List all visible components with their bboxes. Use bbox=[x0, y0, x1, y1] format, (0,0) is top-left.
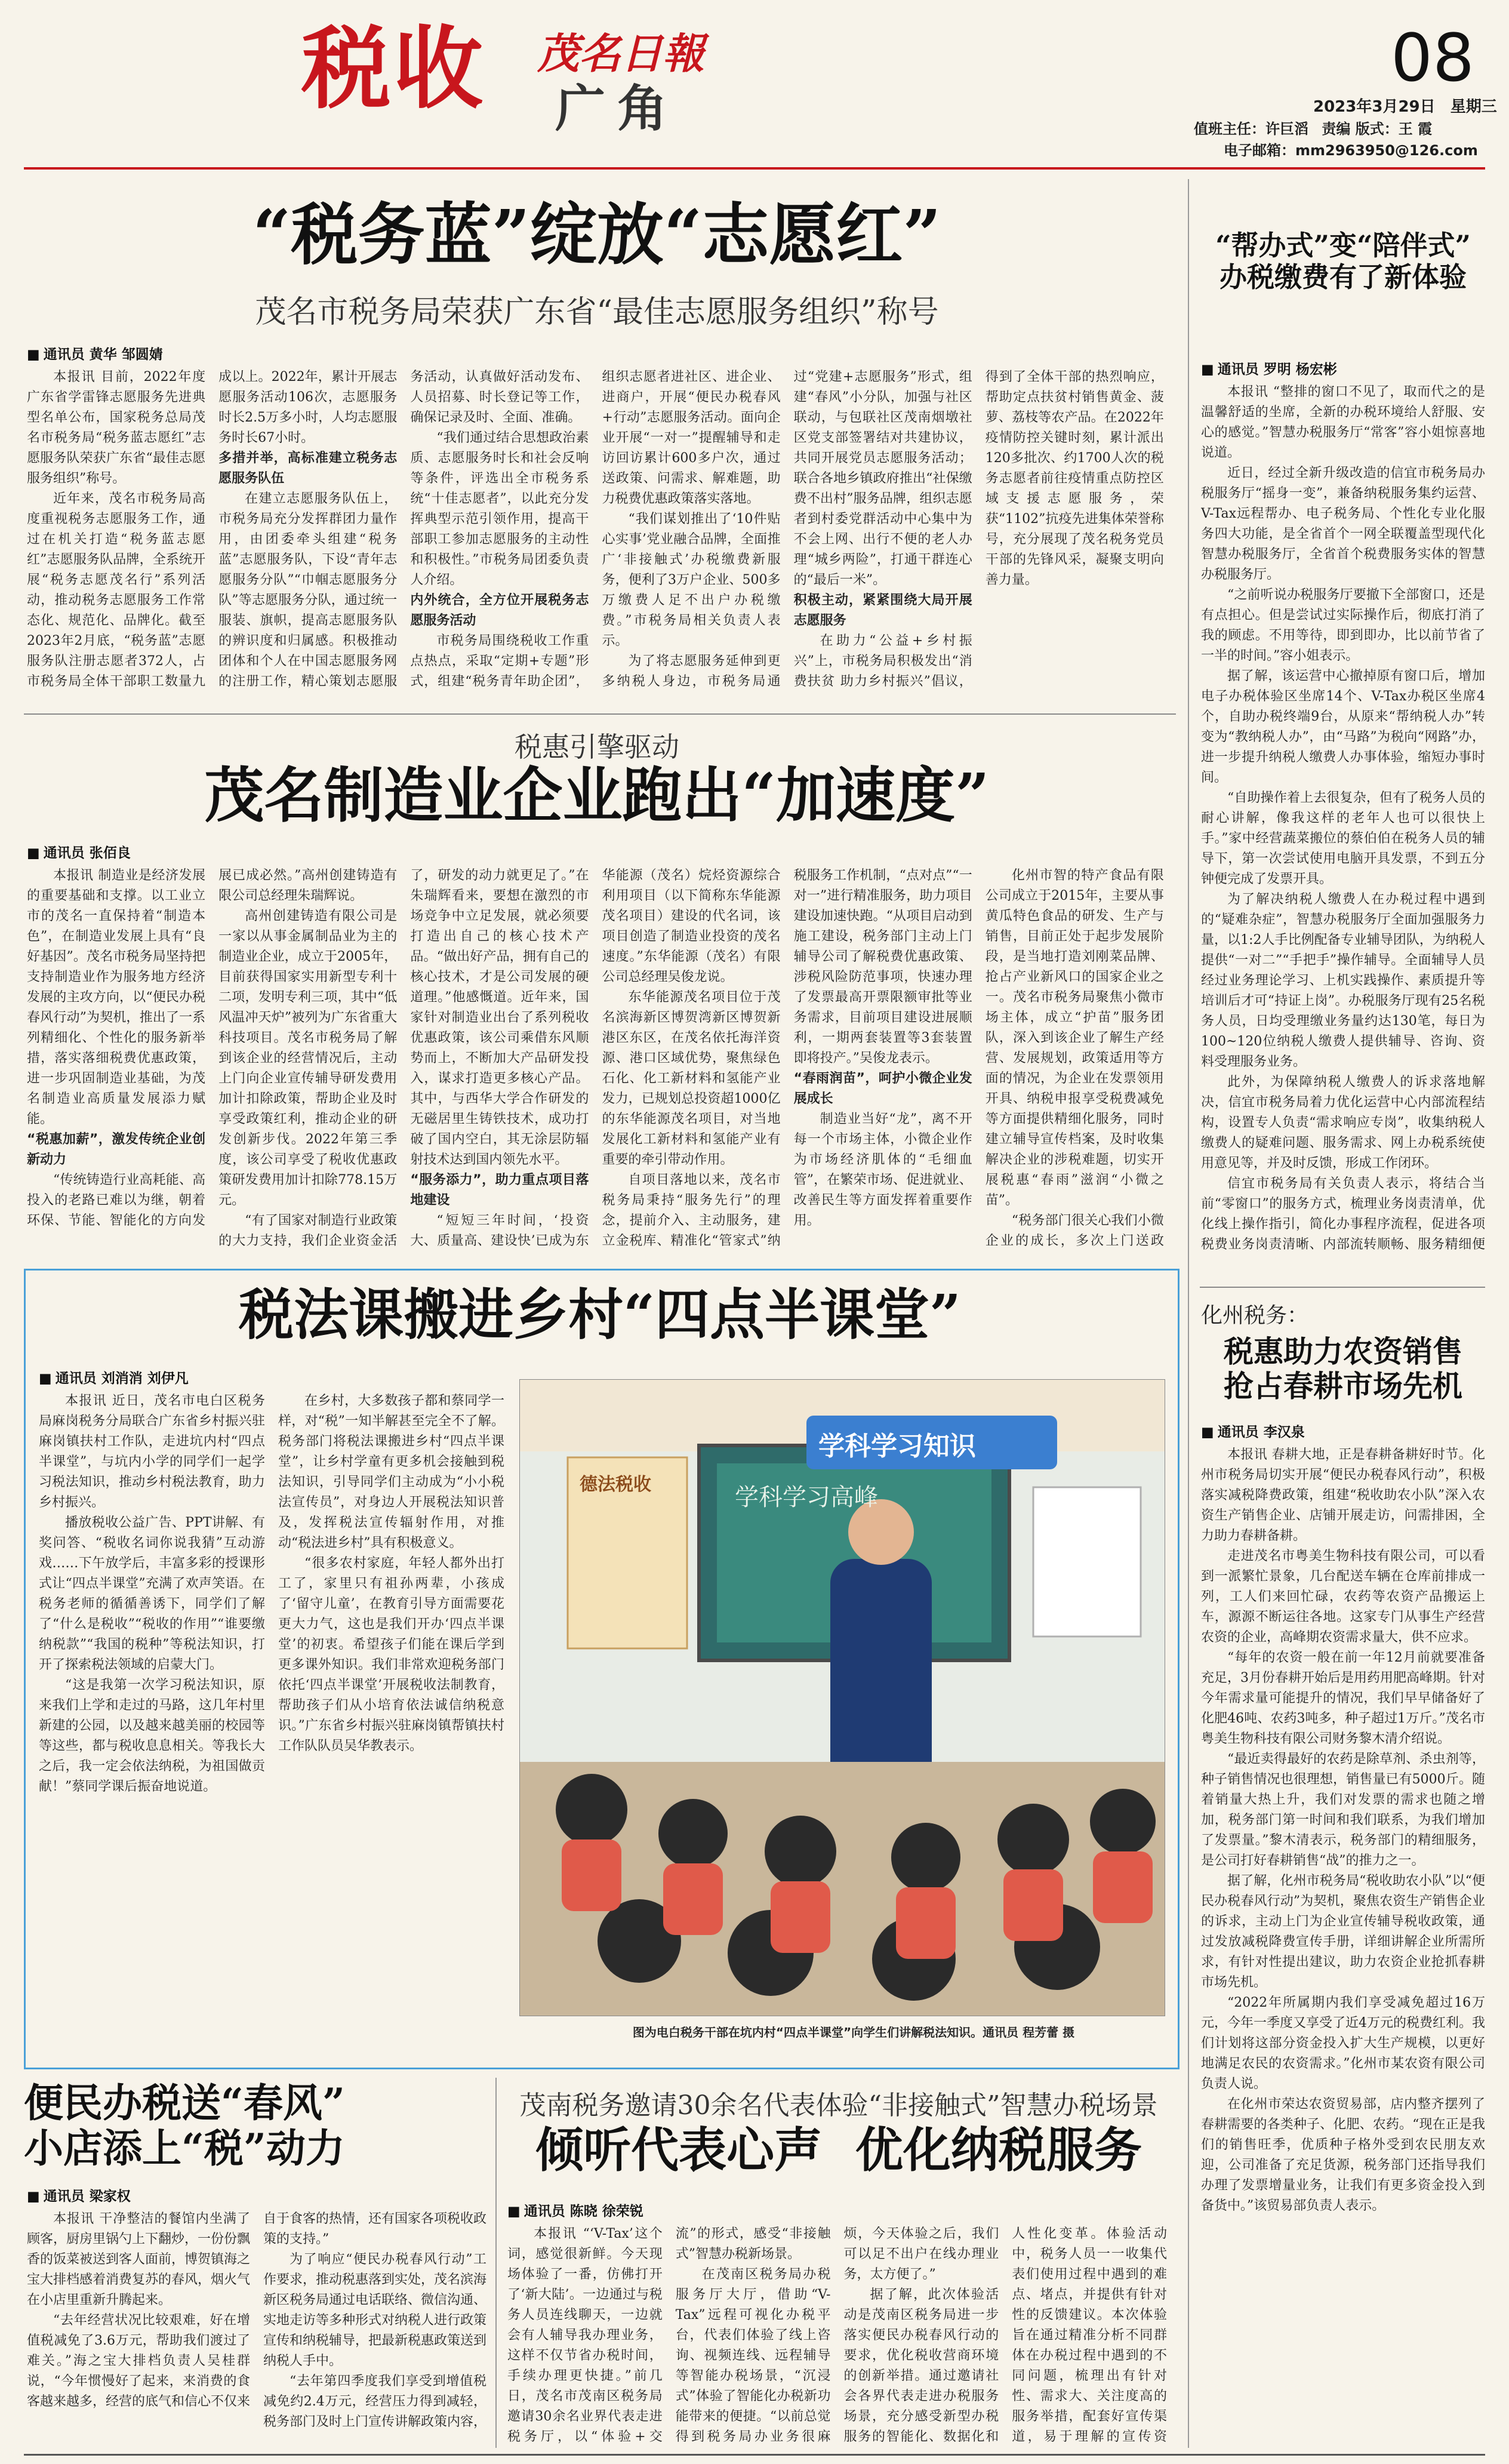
paragraph: 为了响应“便民办税春风行动”工作要求，推动税惠落到实处，茂名滨海新区税务局通过电话联络、微信沟通、实地走访等多种形式对纳税人进行政策宣传和纳税辅导，把最新税惠政策送到纳税人手中。 bbox=[263, 2252, 486, 2368]
a7-kicker: 化州税务： bbox=[1201, 1303, 1309, 1328]
a1-byline: ■ 通讯员 黄华 邹圆婧 bbox=[27, 343, 163, 363]
editor-line bbox=[1194, 117, 1432, 138]
a5-kicker: 茂南税务邀请30余名代表体验“非接触式”智慧办税场景 bbox=[519, 2090, 1158, 2121]
a7-body bbox=[1201, 1445, 1485, 2448]
subsection-title: 广角 bbox=[555, 79, 680, 138]
date-text: 2023年3月29日 bbox=[1313, 98, 1436, 116]
classroom-photo bbox=[519, 1379, 1165, 2016]
a3-body bbox=[39, 1391, 504, 2054]
paragraph: 本报讯 近日，茂名市电白区税务局麻岗税务分局联合广东省乡村振兴驻麻岗镇扶村工作队，走进坑内村“四点半课堂”，与坑内小学的同学们一起学习税法知识，推动乡村税法教育，助力乡村振兴。 bbox=[39, 1394, 265, 1510]
brand-logo: 茂名日報 bbox=[537, 29, 704, 78]
paragraph: “有了国家对制造行业政策的大力支持，我们企业资金活了，研发的动力就更足了。”在朱瑞辉看来，要想在激烈的市场竞争中立足发展，就必须要打造出自己的核心技术产品。“做出好产品，拥有自己的核心技术，才是公司发展的硬道理。”他感慨道。近年来，国家针对制造业出台了系列税收优惠政策，该公司乘借东风顺势而上，不断加大产品研发投入，谋求打造更多核心产品。其中，与西华大学合作研发的无磁居里生铸铁技术，成功打破了国内空白，其无涂层防辐射技术达到国内领先水平。 bbox=[218, 868, 589, 1248]
paragraph: “传统铸造行业高耗能、高投入的老路已难以为继，朝着环保、节能、智能化的方向发展已成必然。”高州创建铸造有限公司总经理朱瑞辉说。 bbox=[27, 868, 398, 1228]
paragraph: “很多农村家庭，年轻人都外出打工了，家里只有祖孙两辈，小孩成了‘留守儿童’，在教育引导方面需要花更大力气，这也是我们开办‘四点半课堂’的初衷。希望孩子们能在课后学到更多课外知识。我们非常欢迎税务部门依托‘四点半课堂’开展税收法制教育，帮助孩子们从小培育依法诚信纳税意识。”广东省乡村振兴驻麻岗镇帮镇扶村工作队队员吴华教表示。 bbox=[278, 1556, 504, 1754]
paragraph: 本报讯 “‘V-Tax’这个词，感觉很新鲜。今天现场体验了一番，仿佛打开了‘新大陆’。一边通过与税务人员连线聊天，一边就会有人辅导我办理业务，这样不仅节省办税时间，手续办理更快捷。”前几日，茂名市茂南区税务局邀请30余名业界代表走进税务厅，以“体验+交流”的形式，感受“非接触式”智慧办税新场景。 bbox=[507, 2226, 831, 2444]
section-subhead: “服务添力”，助力重点项目落地建设 bbox=[410, 1173, 589, 1208]
paragraph: 高州创建铸造有限公司是一家以从事金属制品业为主的制造业企业，成立于2005年，目前获得国家实用新型专利十二项，发明专利三项，其中“低风温冲天炉”被列为广东省重大科技项目。茂名市税务局了解到该企业的经营情况后，主动上门向企业宣传辅导研发费用加计扣除政策，帮助企业及时享受政策红利，推动企业的研发创新步伐。2022年第三季度，该公司享受了税收优惠政策研发费用加计扣除778.15万元。 bbox=[218, 909, 398, 1208]
bottom-column-divider bbox=[495, 2078, 497, 2448]
a7-top-rule bbox=[1200, 1287, 1485, 1288]
a5-title: 倾听代表心声 优化纳税服务 bbox=[535, 2122, 1142, 2178]
photo-banner-text: 学科学习知识 bbox=[818, 1431, 976, 1462]
paragraph: 化州市智的特产食品有限公司成立于2015年，主要从事黄瓜特色食品的研发、生产与销售，目前正处于起步发展阶段，是当地打造刘刚菜品牌、抢占产业新风口的国家企业之一。茂名市税务局聚焦小微市场主体，成立“护苗”服务团队，深入到该企业了解生产经营、发展规划，政策适用等方面的情况，为企业在发票领用开具、纳税申报享受税费减免等方面提供精细化服务，同时建立辅导宣传档案，及时收集解决企业的涉税难题，切实开展税惠“春雨”滋润“小微之苗”。 bbox=[985, 868, 1164, 1208]
masthead bbox=[0, 0, 1509, 179]
masthead-rule bbox=[24, 167, 1485, 170]
right-column-divider bbox=[1188, 179, 1189, 2448]
section-subhead: 内外统合，全方位开展税务志愿服务活动 bbox=[410, 593, 589, 628]
paragraph: 本报讯 制造业是经济发展的重要基础和支撑。以工业立市的茂名一直保持着“制造本色”，在制造业发展上具有“良好基因”。茂名市税务局坚持把支持制造业作为服务地方经济发展的主攻方向，以“便民办税春风行动”为契机，推出了一系列精细化、个性化的服务新举措，落实落细税费优惠政策，进一步巩固制造业基础，为茂名制造业高质量发展添力赋能。 bbox=[27, 868, 206, 1127]
a2-top-rule bbox=[24, 713, 1176, 715]
a5-body bbox=[507, 2224, 1167, 2448]
a4-byline: ■ 通讯员 梁家权 bbox=[27, 2185, 131, 2205]
a2-kicker: 税惠引擎驱动 bbox=[515, 731, 679, 763]
paragraph: 在化州市荣达农资贸易部，店内整齐摆列了春耕需要的各类种子、化肥、农药。“现在正是我们的销售旺季，优质种子格外受到农民朋友欢迎，公司准备了充足货源，税务部门还指导我们办理了发票增量业务，让我们有更多资金投入到备货中。”该贸易部负责人表示。 bbox=[1201, 2097, 1485, 2213]
paragraph: 在茂南区税务局办税服务厅大厅，借助“V-Tax”远程可视化办税平台，代表们体验了线上咨询、视频连线、远程辅导等智能办税场景，“沉浸式”体验了智能化办税新功能带来的便捷。“以前总觉得到税务局办业务很麻烦，今天体验之后，我们可以足不出户在线办理业务，太方便了。” bbox=[675, 2226, 999, 2444]
paragraph: “之前听说办税服务厅要撤下全部窗口，还是有点担心。但是尝试过实际操作后，彻底打消了我的顾虑。不用等待，即到即办，比以前节省了一半的时间。”容小姐表示。 bbox=[1201, 587, 1485, 663]
paragraph: 据了解，化州市税务局“税收助农小队”以“便民办税春风行动”为契机，聚焦农资生产销售企业的诉求，主动上门为企业宣传辅导税收政策，通过发放减税降费宣传手册，详细讲解企业所需所求，有针对性提出建议，助力农资企业抢抓春耕市场先机。 bbox=[1201, 1874, 1485, 1990]
section-subhead: 多措并举，高标准建立税务志愿服务队伍 bbox=[218, 451, 398, 486]
paragraph: 信宜市税务局有关负责人表示，将结合当前“零窗口”的服务方式，梳理业务岗责清单，优化线上操作指引，简化办事程序流程，促进各项税费业务岗责清晰、内部流转顺畅、服务精细便 bbox=[1201, 1176, 1485, 1252]
a7-byline: ■ 通讯员 李汉泉 bbox=[1201, 1421, 1305, 1441]
photo-poster-text: 德法税收 bbox=[580, 1474, 651, 1495]
photo-board-text: 学科学习高峰 bbox=[735, 1484, 878, 1511]
layout-editor: 责编 版式：王 霞 bbox=[1322, 121, 1433, 137]
a3-byline: ■ 通讯员 刘消消 刘伊凡 bbox=[39, 1367, 189, 1387]
paragraph: 走进茂名市粤美生物科技有限公司，可以看到一派繁忙景象，几台配送车辆在仓库前排成一列，工人们来回忙碌，农药等农资产品搬运上车，源源不断运往各地。这家专门从事生产经营农资的企业，高峰期农资需求量大，供不应求。 bbox=[1201, 1549, 1485, 1645]
weekday-text: 星期三 bbox=[1450, 98, 1497, 116]
a4-body bbox=[27, 2209, 486, 2448]
paragraph: “短短三年时间，‘投资大、质量高、建设快’已成为东华能源（茂名）烷烃资源综合利用项目（以下简称东华能源茂名项目）建设的代名词，该项目创造了制造业投资的茂名速度。”东华能源（茂名）有限公司总经理吴俊龙说。 bbox=[410, 868, 781, 1248]
a1-subtitle: 茂名市税务局荣获广东省“最佳志愿服务组织”称号 bbox=[255, 294, 939, 330]
paragraph: “去年第四季度我们享受到增值税减免约2.4万元，经营压力得到减轻，税务部门及时上门宣传讲解政策内容， bbox=[263, 2374, 486, 2429]
duty-editor: 值班主任：许巨滔 bbox=[1194, 121, 1308, 137]
paragraph: “自助操作着上去很复杂，但有了税务人员的耐心讲解，像我这样的老年人也可以很快上手。”家中经营蔬菜搬位的蔡伯伯在税务人员的辅导下，第一次尝试使用电脑开具发票，不到五分钟便完成了发票开具。 bbox=[1201, 790, 1485, 887]
a4-title: 便民办税送“春风” 小店添上“税”动力 bbox=[24, 2080, 345, 2171]
paragraph: 在建立志愿服务队伍上，市税务局充分发挥群团力量作用，由团委牵头组建“税务蓝”志愿服务队，下设“青年志愿服务分队”“巾帼志愿服务分队”等志愿服务分队，通过统一服装、旗帜，提高志愿服务队的辨识度和归属感。积极推动团体和个人在中国志愿服务网的注册工作，精心策划志愿服务活动，认真做好活动发布、人员招募、时长登记等工作，确保记录及时、全面、准确。 bbox=[218, 370, 589, 689]
paragraph: “每年的农资一般在前一年12月前就要准备充足，3月份春耕开始后是用药用肥高峰期。针对今年需求量可能提升的情况，我们早早储备好了化肥46吨、农药3吨多，种子超过1万斤。”茂名市粤美生物科技有限公司财务黎木清介绍说。 bbox=[1201, 1650, 1485, 1746]
a6-byline: ■ 通讯员 罗明 杨宏彬 bbox=[1201, 358, 1337, 378]
paragraph: 东华能源茂名项目位于茂名滨海新区博贺湾新区博贺新港区东区，在茂名依托海洋资源、港口区域优势，聚焦绿色石化、化工新材料和氢能产业发力，已规划总投资超1000亿的东华能源茂名项目，对当地发展化工新材料和氢能产业有重要的牵引带动作用。 bbox=[602, 990, 781, 1167]
a6-body bbox=[1201, 382, 1485, 1254]
paragraph: 此外，为保障纳税人缴费人的诉求落地解决，信宜市税务局着力优化运营中心内部流程结构，设置专人负责“需求响应专岗”，收集纳税人缴费人的疑难问题、服务需求、网上办税系统使用意见等，并及时反馈，形成工作闭环。 bbox=[1201, 1075, 1485, 1171]
a7-title: 税惠助力农资销售 抢占春耕市场先机 bbox=[1224, 1334, 1462, 1404]
photo-caption: 图为电白税务干部在坑内村“四点半课堂”向学生们讲解税法知识。通讯员 程芳蕾 摄 bbox=[632, 2025, 1075, 2040]
section-subhead: “税惠加薪”，激发传统企业创新动力 bbox=[27, 1132, 206, 1167]
paragraph: “这是我第一次学习税法知识，原来我们上学和走过的马路，这几年村里新建的公园，以及越来越美丽的校园等等这些，都与税收息息相关。等我长大之后，我一定会依法纳税，为祖国做贡献！”蔡同学课后振奋地说道。 bbox=[39, 1678, 265, 1794]
paragraph: 据了解，此次体验活动是茂南区税务局进一步落实便民办税春风行动的要求，优化税收营商环境的创新举措。通过邀请社会各界代表走进办税服务场景，充分感受新型办税服务的智能化、数据化和人性化变革。体验活动中，税务人员一一收集代表们使用过程中遇到的难点、堵点，并提供有针对性的反馈建议。本次体验旨在通过精准分析不同群体在办税过程中遇到的不同问题，梳理出有针对性、需求大、关注度高的服务举措，配套好宣传渠道，易于理解的宣传资 bbox=[843, 2226, 1167, 2444]
section-subhead: 积极主动，紧紧围绕大局开展志愿服务 bbox=[793, 593, 972, 628]
paragraph: 据了解，该运营中心撤掉原有窗口后，增加电子办税体验区坐席14个、V-Tax办税区坐席4个，自助办税终端9台，从原来“帮纳税人办”转变为“教纳税人办”，由“马路”为税向“网路”办，进一步提升纳税人缴费人办事体验，缩短办事时间。 bbox=[1201, 669, 1485, 785]
paragraph: “税务部门很关心我们小微企业的成长，多次上门送政 bbox=[985, 1213, 1164, 1248]
paragraph: 本报讯 春耕大地，正是春耕备耕好时节。化州市税务局切实开展“便民办税春风行动”，积极落实减税降费政策，组建“税收助农小队”深入农资生产销售企业、店铺开展走访，问需排困，全力助力春耕备耕。 bbox=[1201, 1447, 1485, 1543]
issue-date bbox=[1313, 94, 1497, 116]
a1-body bbox=[27, 367, 1164, 707]
paragraph: 为了解决纳税人缴费人在办税过程中遇到的“疑难杂症”，智慧办税服务厅全面加强服务力量，以1:2人手比例配备专业辅导团队，为纳税人提供“一对二”“手把手”操作辅导。全面辅导人员经过业务理论学习、上机实践操作、素质提升等培训后才可“持证上岗”。办税服务厅现有25名税务人员，日均受理缴业务量约达130笔，每日为100~120位纳税人缴费人提供辅导、咨询、资料受理服务业务。 bbox=[1201, 892, 1485, 1069]
paragraph: “我们谋划推出了‘10件贴心实事’党业融合品牌，全面推广‘非接触式’办税缴费新服务，便利了3万户企业、500多万缴费人足不出户办税缴费。”市税务局相关负责人表示。 bbox=[602, 512, 781, 648]
paragraph: “2022年所属期内我们享受减免超过16万元，今年一季度又享受了近4万元的税费红利。我们计划将这部分资金投入扩大生产规模，以更好地满足农民的农资需求。”化州市某农资有限公司负责人说。 bbox=[1201, 1995, 1485, 2091]
paragraph: 近年来，茂名市税务局高度重视税务志愿服务工作，通过在机关打造“税务蓝志愿红”志愿服务队品牌，全系统开展“税务志愿茂名行”系列活动，推动税务志愿服务工作常态化、规范化、品牌化。截至2023年2月底，“税务蓝”志愿服务队注册志愿者372人，占市税务局全体干部职工数量九成以上。2022年，累计开展志愿服务活动106次，志愿服务时长2.5万多小时，人均志愿服务时长67小时。 bbox=[27, 370, 398, 689]
a2-title: 茂名制造业企业跑出“加速度” bbox=[204, 760, 990, 830]
email-line: 电子邮箱：mm2963950@126.com bbox=[1224, 142, 1478, 159]
section-title: 税收 bbox=[301, 16, 486, 121]
paragraph: 近日，经过全新升级改造的信宜市税务局办税服务厅“摇身一变”，兼备纳税服务集约运营、V-Tax远程帮办、电子税务局、个性化专业化服务四大功能，是全省首个一网全联覆盖型现代化智慧办税服务厅，全省首个税费服务实体的智慧办税服务厅。 bbox=[1201, 466, 1485, 582]
a5-byline: ■ 通讯员 陈晓 徐荣锐 bbox=[507, 2200, 643, 2220]
paragraph: 本报讯 “整排的窗口不见了，取而代之的是温馨舒适的坐席，全新的办税环境给人舒服、安心的感觉。”智慧办税服务厅“常客”容小姐惊喜地说道。 bbox=[1201, 384, 1485, 460]
footer-rule bbox=[24, 2454, 1485, 2456]
paragraph: 本报讯 干净整洁的餐馆内坐满了顾客，厨房里锅勺上下翻炒，一份份飘香的饭菜被送到客人面前，博贺镇海之宝大排档感着消费复苏的春风，烟火气在小店里重新升腾起来。 bbox=[27, 2211, 251, 2308]
page-number: 08 bbox=[1391, 20, 1474, 96]
paragraph: 本报讯 目前，2022年度广东省学雷锋志愿服务先进典型名单公布，国家税务总局茂名市税务局“税务蓝志愿红”志愿服务队荣获广东省“最佳志愿服务组织”称号。 bbox=[27, 370, 206, 486]
paragraph: 在助力“公益+乡村振兴”上，市税务局积极发出“消费扶贫 助力乡村振兴”倡议，得到了全体干部的热烈响应，帮助定点扶贫村销售黄金、菠萝、荔枝等农产品。在2022年疫情防控关键时刻，累计派出120多批次、约1700人次的税务志愿者前往疫情重点防控区域支援志愿服务，荣获“1102”抗疫先进集体荣誉称号，充分展现了茂名税务党员干部的先锋风采，凝聚支明向善力量。 bbox=[793, 370, 1164, 689]
a3-title: 税法课搬进乡村“四点半课堂” bbox=[239, 1282, 961, 1347]
paragraph: 在乡村，大多数孩子都和蔡同学一样，对“税”一知半解甚至完全不了解。税务部门将税法课搬进乡村“四点半课堂”，让乡村学童有更多机会接触到税法知识，引导同学们主动成为“小小税法宣传员”，对身边人开展税法知识普及，发挥税法宣传辐射作用，对推动“税法进乡村”具有积极意义。 bbox=[278, 1394, 504, 1551]
paragraph: 市税务局围绕税收工作重点热点，采取“定期+专题”形式，组建“税务青年助企团”，组织志愿者进社区、进企业、进商户，开展“便民办税春风+行动”志愿服务活动。面向企业开展“一对一”提醒辅导和走访回访累计600多户次，通过送政策、问需求、解难题，助力税费优惠政策落实落地。 bbox=[410, 370, 781, 689]
section-subhead: “春雨润苗”，呵护小微企业发展成长 bbox=[793, 1071, 972, 1106]
a6-title: “帮办式”变“陪伴式” 办税缴费有了新体验 bbox=[1215, 229, 1471, 293]
paragraph: 为了将志愿服务延伸到更多纳税人身边，市税务局通过“党建+志愿服务”形式，组建“春风”小分队，加强与社区联动，与包联社区茂南烟墩社区党支部签署结对共建协议，共同开展党员志愿服务活动；联合各地乡镇政府推出“社保缴费不出村”服务品牌，组织志愿者到村委党群活动中心集中为不会上网、出行不便的老人办理“城乡两险”，打通干群连心的“最后一米”。 bbox=[602, 370, 972, 689]
paragraph: “最近卖得最好的农药是除草剂、杀虫剂等，种子销售情况也很理想，销售量已有5000斤。随着销量大热上升，我们对发票的需求也随之增加，税务部门第一时间和我们联系，为我们增加了发票量。”黎木清表示，税务部门的精细服务，是公司打好春耕销售“战”的推力之一。 bbox=[1201, 1752, 1485, 1868]
paragraph: 制造业当好“龙”，离不开每一个市场主体，小微企业作为市场经济肌体的“毛细血管”，在繁荣市场、促进就业、改善民生等方面发挥着重要作用。 bbox=[793, 1112, 972, 1228]
paragraph: “我们通过结合思想政治素质、志愿服务时长和社会反响等条件，评选出全市税务系统“十佳志愿者”，以此充分发挥典型示范引领作用，提高干部职工参加志愿服务的主动性和积极性。”市税务局团委负责人介绍。 bbox=[410, 430, 589, 587]
paragraph: 自项目落地以来，茂名市税务局秉持“服务先行”的理念，提前介入、主动服务，建立金税库、精准化“管家式”纳税服务工作机制，“点对点”“一对一”进行精准服务，助力项目建设加速快跑。“从项目启动到施工建设，税务部门主动上门辅导公司了解税费优惠政策、涉税风险防范事项，快速办理了发票最高开票限额审批等业务需求，目前项目建设进展顺利，一期两套装置等3套装置即将投产。”吴俊龙表示。 bbox=[602, 868, 972, 1248]
a1-title: “税务蓝”绽放“志愿红” bbox=[252, 196, 941, 274]
paragraph: 播放税收公益广告、PPT讲解、有奖问答、“税收名词你说我猜”互动游戏……下午放学后，丰富多彩的授课形式让“四点半课堂”充满了欢声笑语。在税务老师的循循善诱下，同学们了解了“什么是税收”“税收的作用”“谁要缴纳税款”“我国的税种”等税法知识，打开了探索税法领域的启蒙大门。 bbox=[39, 1515, 265, 1672]
a2-byline: ■ 通讯员 张佰良 bbox=[27, 842, 131, 862]
paragraph: “去年经营状况比较艰难，好在增值税减免了3.6万元，帮助我们渡过了难关。”海之宝大排档负责人吴桂群说，“今年惯慢好了起来，来消费的食客越来越多，经营的底气和信心不仅来自于食客的热情，还有国家各项税收政策的支持。” bbox=[27, 2211, 486, 2409]
a2-body bbox=[27, 866, 1164, 1260]
